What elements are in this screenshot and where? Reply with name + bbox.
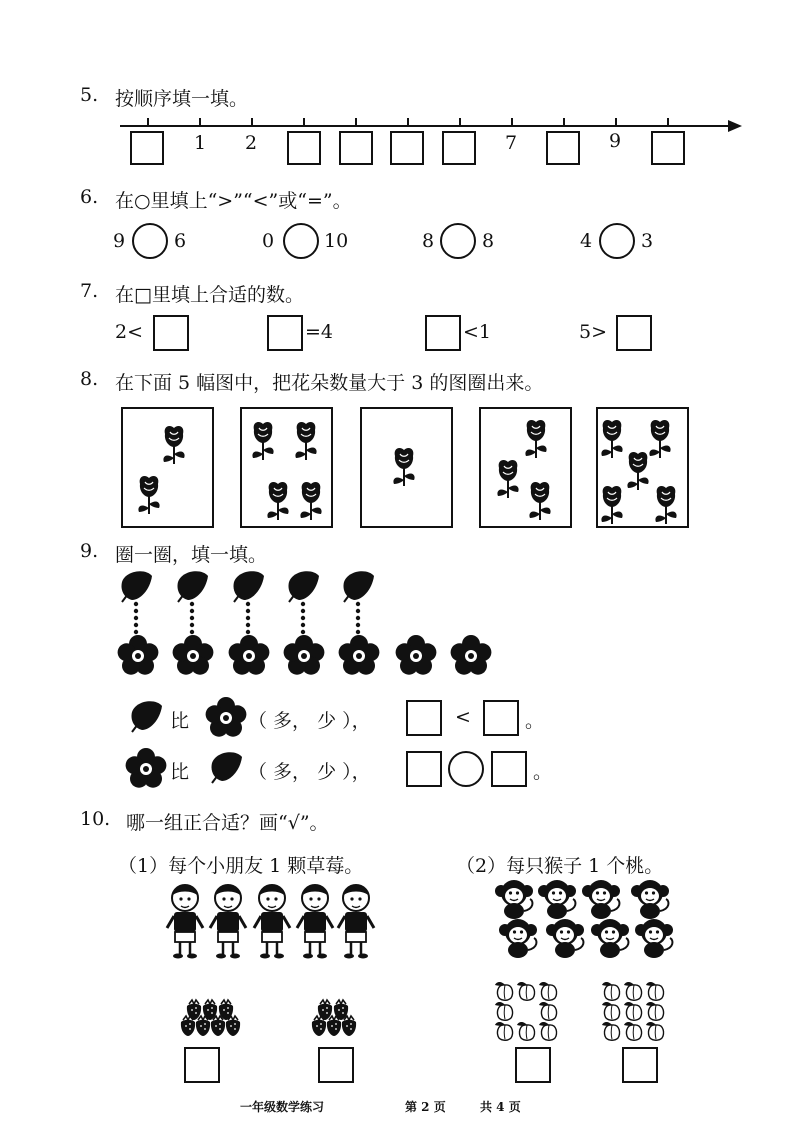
monkey-icon	[635, 919, 673, 958]
child-figure	[167, 885, 203, 959]
monkey-icon	[591, 919, 629, 958]
peach-icon	[646, 1002, 664, 1020]
check-box[interactable]	[515, 1047, 551, 1083]
q9-text: 圈一圈，填一填。	[115, 544, 268, 566]
number-label: 1	[194, 132, 207, 154]
strawberry-icon	[226, 1016, 240, 1036]
q6-text: 在○里填上“>”“<”或“=”。	[115, 190, 352, 212]
inequality-text: <1	[463, 321, 492, 343]
check-box[interactable]	[622, 1047, 658, 1083]
q10-text: 哪一组正合适？画“√”。	[126, 812, 329, 834]
peach-icon	[624, 982, 642, 1000]
peach-icon	[602, 1002, 620, 1020]
right-number: 6	[174, 230, 187, 252]
strawberry-icon	[196, 1016, 210, 1036]
strawberry-icon	[181, 1016, 195, 1036]
more-less-choice[interactable]: （ 多， 少 ），	[248, 761, 371, 783]
peach-icon	[646, 982, 664, 1000]
q10-number: 10.	[80, 808, 111, 830]
child-figure	[254, 885, 290, 959]
less-than-sign: <	[455, 706, 471, 728]
check-box[interactable]	[184, 1047, 220, 1083]
left-number: 8	[422, 230, 435, 252]
footer-total: 共 4 页	[480, 1100, 521, 1114]
monkey-icon	[546, 919, 584, 958]
peach-icon	[495, 1022, 513, 1040]
number-label: 7	[505, 132, 518, 154]
period: 。	[525, 710, 545, 732]
child-figure	[210, 885, 246, 959]
compare-word: 比	[170, 761, 190, 783]
monkey-icon	[631, 880, 669, 919]
check-box[interactable]	[318, 1047, 354, 1083]
left-number: 4	[580, 230, 593, 252]
inequality-text: 5>	[579, 321, 608, 343]
q8-number: 8.	[80, 368, 99, 390]
inequality-text: =4	[305, 321, 334, 343]
right-number: 3	[641, 230, 654, 252]
strawberry-icon	[312, 1016, 326, 1036]
peach-icon	[624, 1022, 642, 1040]
peach-icon	[539, 1002, 557, 1020]
peach-icon	[517, 982, 535, 1000]
monkey-icon	[582, 880, 620, 919]
right-number: 8	[482, 230, 495, 252]
q7-number: 7.	[80, 280, 99, 302]
part2-text: （2）每只猴子 1 个桃。	[456, 855, 664, 877]
left-number: 0	[262, 230, 275, 252]
monkey-icon	[499, 919, 537, 958]
peach-icon	[624, 1002, 642, 1020]
peach-icon	[602, 1022, 620, 1040]
footer-page: 第 2 页	[405, 1100, 446, 1114]
q7-text: 在□里填上合适的数。	[115, 284, 304, 306]
period: 。	[533, 761, 553, 783]
q5-text: 按顺序填一填。	[115, 88, 249, 110]
q5-number: 5.	[80, 84, 99, 106]
strawberry-icon	[342, 1016, 356, 1036]
monkey-icon	[495, 880, 533, 919]
footer-title: 一年级数学练习	[240, 1100, 325, 1114]
q6-number: 6.	[80, 186, 99, 208]
peach-icon	[539, 1022, 557, 1040]
right-number: 10	[324, 230, 349, 252]
part1-text: （1）每个小朋友 1 颗草莓。	[118, 855, 364, 877]
compare-word: 比	[170, 710, 190, 732]
q8-text: 在下面 5 幅图中，把花朵数量大于 3 的图圈出来。	[115, 372, 544, 394]
number-label: 9	[609, 130, 622, 152]
peach-icon	[539, 982, 557, 1000]
peach-icon	[495, 1002, 513, 1020]
child-figure	[297, 885, 333, 959]
more-less-choice[interactable]: （ 多， 少 ），	[248, 710, 371, 732]
left-number: 9	[113, 230, 126, 252]
child-figure	[338, 885, 374, 959]
number-label: 2	[245, 132, 258, 154]
peach-icon	[517, 1022, 535, 1040]
peach-icon	[646, 1022, 664, 1040]
peach-icon	[602, 982, 620, 1000]
monkey-icon	[538, 880, 576, 919]
peach-icon	[495, 982, 513, 1000]
strawberry-icon	[211, 1016, 225, 1036]
q9-number: 9.	[80, 540, 99, 562]
strawberry-icon	[327, 1016, 341, 1036]
inequality-text: 2<	[115, 321, 144, 343]
